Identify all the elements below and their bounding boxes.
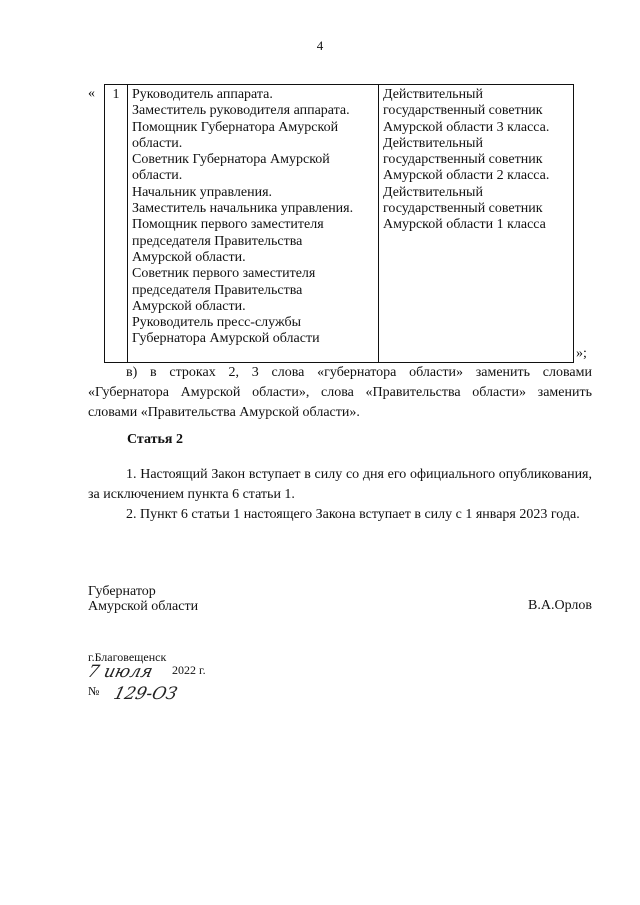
position-line: председателя Правительства [132, 233, 303, 249]
date-year: 2022 г. [172, 663, 206, 677]
rank-line: Действительный [383, 184, 483, 200]
position-line: Советник первого заместителя [132, 266, 316, 282]
position-line: Руководитель аппарата. [132, 87, 273, 102]
position-line: Руководитель пресс-службы [132, 315, 301, 331]
rank-line: государственный советник [383, 201, 543, 217]
position-line: Амурской области. [132, 298, 246, 314]
page-number: 4 [316, 38, 324, 53]
rank-line: государственный советник [383, 103, 543, 119]
handwritten-date-text: 7 июля [85, 662, 155, 682]
signatory-title-line: Губернатор [88, 584, 156, 599]
signatory-title [88, 584, 198, 614]
rank-line: государственный советник [383, 152, 543, 168]
positions-table [104, 84, 574, 363]
row-number-cell: 1 [105, 85, 128, 363]
rank-line: Действительный [383, 87, 483, 102]
handwritten-law-number [111, 684, 180, 704]
handwritten-date [85, 662, 155, 682]
signatory-name: В.А.Орлов [528, 598, 592, 613]
article-2-paragraph-2: 2. Пункт 6 статьи 1 настоящего Закона вступает в силу с 1 января 2023 года. [126, 507, 580, 522]
article-2-paragraph-1: 1. Настоящий Закон вступает в силу со дня его официального опубликования, за исключением пункта 6 статьи 1. [88, 467, 592, 502]
rank-line: Действительный [383, 135, 483, 151]
signatory-title-line: Амурской области [88, 599, 199, 614]
positions-cell [128, 85, 379, 363]
article-2-heading: Статья 2 [127, 432, 183, 447]
position-line: председателя Правительства [132, 282, 303, 298]
rank-line: Амурской области 2 класса. [383, 168, 550, 184]
position-line: Помощник первого заместителя [132, 217, 324, 233]
position-line: Амурской области. [132, 249, 246, 265]
position-line: Заместитель руководителя аппарата. [132, 103, 350, 119]
closing-quote: »; [576, 346, 587, 361]
position-line: области. [132, 135, 183, 151]
position-line: Советник Губернатора Амурской [132, 152, 330, 168]
position-line: области. [132, 168, 183, 184]
rank-line: Амурской области 1 класса [383, 217, 546, 233]
table-row [105, 85, 574, 363]
position-line: Помощник Губернатора Амурской [132, 119, 339, 135]
ranks-cell [379, 85, 574, 363]
paragraph-v: в) в строках 2, 3 слова «губернатора области» заменить словами «Губернатора Амурской области», слова «Правительства области» заменить словами «Правительства Амурской области». [88, 365, 592, 420]
position-line: Начальник управления. [132, 184, 273, 200]
city-name: г.Благовещенск [88, 650, 167, 664]
opening-quote: « [88, 86, 95, 101]
position-line: Заместитель начальника управления. [132, 201, 354, 217]
position-line: Губернатора Амурской области [132, 331, 320, 347]
handwritten-law-number-text: 129-ОЗ [111, 684, 180, 704]
number-sign: № [88, 684, 100, 698]
rank-line: Амурской области 3 класса. [383, 119, 550, 135]
